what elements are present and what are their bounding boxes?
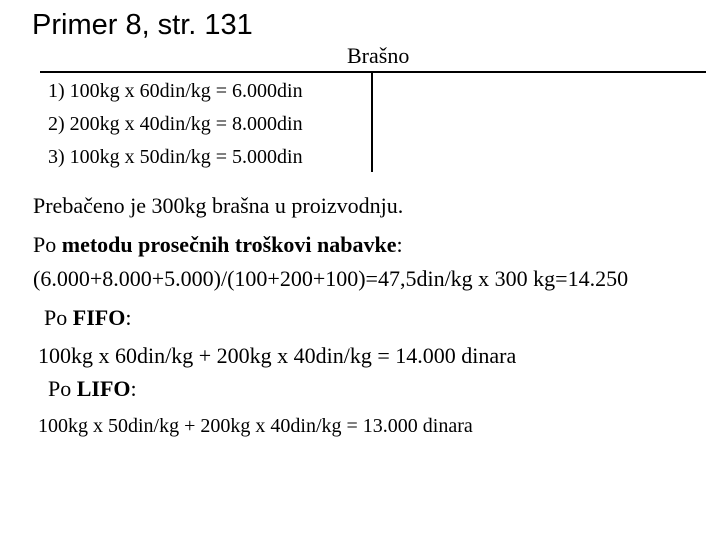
lifo-heading bbox=[48, 376, 137, 402]
fifo-suffix: : bbox=[125, 305, 132, 330]
transfer-statement: Prebačeno je 300kg brašna u proizvodnju. bbox=[33, 193, 404, 218]
t-account-entry: 3) 100kg x 50din/kg = 5.000din bbox=[48, 146, 303, 168]
lifo-calculation: 100kg x 50din/kg + 200kg x 40din/kg = 13.000 dinara bbox=[38, 415, 473, 437]
t-account-horizontal-line bbox=[40, 71, 706, 73]
lifo-prefix: Po bbox=[48, 376, 77, 401]
t-account-entry: 2) 200kg x 40din/kg = 8.000din bbox=[48, 113, 303, 135]
fifo-prefix: Po bbox=[44, 305, 73, 330]
fifo-method: FIFO bbox=[72, 305, 126, 330]
fifo-calculation: 100kg x 60din/kg + 200kg x 40din/kg = 14.000 dinara bbox=[38, 343, 517, 368]
lifo-method: LIFO bbox=[76, 376, 131, 401]
average-cost-suffix: : bbox=[396, 232, 403, 257]
average-cost-method: metodu prosečnih troškovi nabavke bbox=[61, 232, 397, 257]
average-cost-calculation: (6.000+8.000+5.000)/(100+200+100)=47,5din/kg x 300 kg=14.250 bbox=[33, 266, 629, 291]
average-cost-prefix: Po bbox=[33, 232, 62, 257]
fifo-heading bbox=[44, 305, 131, 331]
t-account-entry: 1) 100kg x 60din/kg = 6.000din bbox=[48, 80, 303, 102]
t-account-vertical-line bbox=[371, 72, 373, 172]
lifo-suffix: : bbox=[130, 376, 137, 401]
average-cost-heading bbox=[33, 232, 403, 258]
t-account-name: Brašno bbox=[347, 43, 410, 68]
slide-title: Primer 8, str. 131 bbox=[32, 9, 253, 41]
